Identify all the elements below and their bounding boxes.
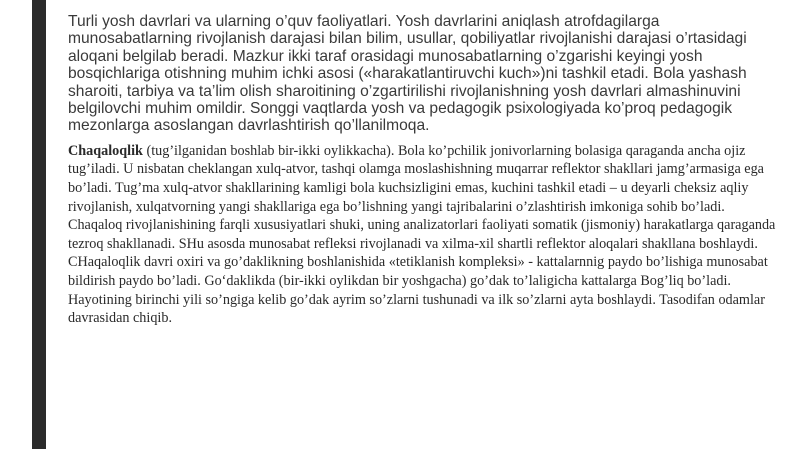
slide-text-body	[68, 13, 780, 328]
infancy-paragraph	[68, 142, 780, 328]
infancy-term: Chaqaloqlik	[68, 142, 143, 159]
slide-accent-bar	[32, 0, 46, 449]
infancy-description: (tug’ilganidan boshlab bir-ikki oylikkacha). Bola ko’pchilik jonivorlarning bolasiga qaraganda ancha ojiz tug’iladi. U nisbatan cheklangan xulq-atvor, tashqi olamga moslashishning muqarrar reflektor shakllari jamg’armasiga ega bo’ladi. Tug’ma xulq-atvor shakllarining kamligi bola kuchsizligini emas, kuchini tashkil etadi – u deyarli cheksiz aqliy rivojlanish, xulqatvorning yangi shakllariga ega bo’lishning yangi tajribalarini o’zlashtirish imkoniga sohib bo’ladi. Chaqaloq rivojlanishining farqli xususiyatlari shuki, uning analizatorlari faoliyati somatik (jismoniy) harakatlarga qaraganda tezroq shakllanadi. SHu asosda munosabat refleksi rivojlanadi va xilma-xil shartli reflektor aloqalari shakllana boshlaydi. CHaqaloqlik davri oxiri va go’daklikning boshlanishida «tetiklanish kompleksi» - kattalarnnig paydo bo’lishiga munosabat bildirish paydo bo’ladi. Go‘daklikda (bir-ikki oylikdan bir yoshgacha) go’dak to’laligicha kattalarga Bog’liq bo’ladi. Hayotining birinchi yili so’ngiga kelib go’dak ayrim so’zlarni tushunadi va ilk so’zlarni ayta boshlaydi. Tasodifan odamlar davrasidan chiqib.	[68, 142, 776, 327]
intro-paragraph: Turli yosh davrlari va ularning o’quv faoliyatlari. Yosh davrlarini aniqlash atrofdagilarga munosabatlarning rivojlanish darajasi bilan bilim, usullar, qobiliyatlar rivojlanishi darajasi o’rtasidagi aloqani belgilab beradi. Mazkur ikki taraf orasidagi munosabatlarning o’zgarishi keyingi yosh bosqichlariga otishning muhim ichki asosi («harakatlantiruvchi kuch»)ni tashkil etadi. Bola yashash sharoiti, tarbiya va ta’lim olish sharoitining o’zgartirilishi rivojlanishning yosh davrlari almashinuvini belgilovchi muhim omildir. Songgi vaqtlarda yosh va pedagogik psixologiyada ko’proq pedagogik mezonlarga asoslangan davrlashtirish qo’llanilmoqa.	[68, 13, 747, 135]
